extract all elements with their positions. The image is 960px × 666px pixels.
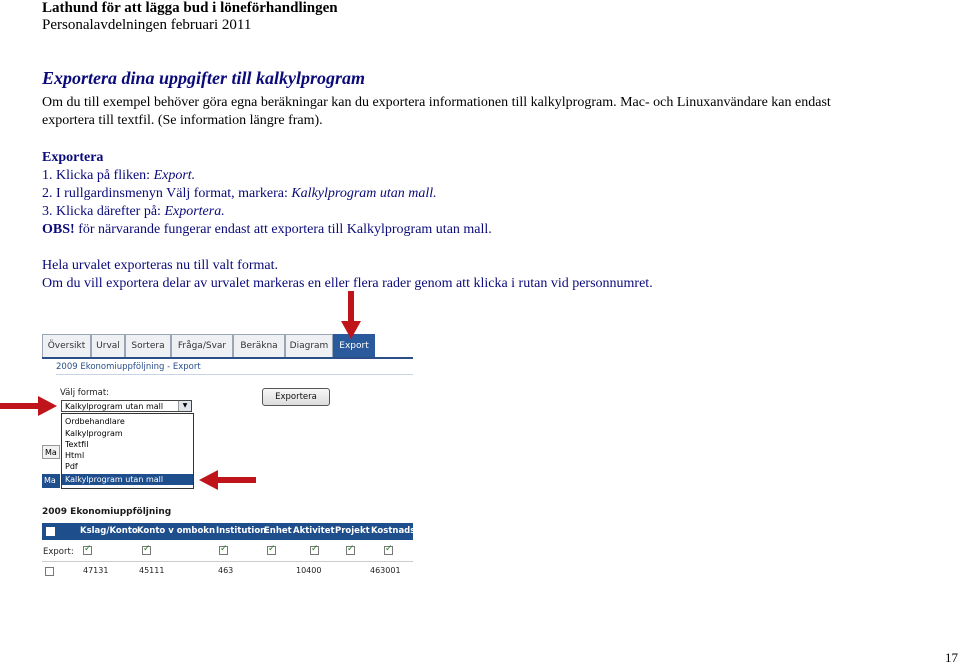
step-3	[42, 203, 225, 221]
step-1-text: 1. Klicka på fliken:	[42, 168, 154, 183]
option-ordbehandlare[interactable]: Ordbehandlare	[65, 417, 125, 426]
tab-oversikt[interactable]: Översikt	[42, 334, 91, 357]
export-button[interactable]: Exportera	[262, 388, 330, 406]
format-select[interactable]	[61, 400, 192, 412]
cell-value: 10400	[296, 566, 322, 575]
option-kalkylprogram[interactable]: Kalkylprogram	[65, 429, 123, 438]
section-title: Exportera dina uppgifter till kalkylprogram	[42, 68, 366, 88]
intro-line-1: Om du till exempel behöver göra egna beräkningar kan du exportera informationen till kalkylprogram. Mac- och Linuxanvändare kan endast	[42, 95, 831, 110]
arrow-right-icon	[0, 396, 58, 416]
tab-urval[interactable]: Urval	[91, 334, 125, 357]
document-title: Lathund för att lägga bud i löneförhandlingen	[42, 0, 338, 16]
tab-sortera[interactable]: Sortera	[125, 334, 171, 357]
tab-export[interactable]: Export	[333, 334, 375, 357]
format-select-value: Kalkylprogram utan mall	[65, 402, 164, 411]
tab-diagram[interactable]: Diagram	[285, 334, 333, 357]
tab-fraga-svar[interactable]: Fråga/Svar	[171, 334, 233, 357]
step-2-emphasis: Kalkylprogram utan mall.	[291, 186, 437, 201]
step-2-text: 2. I rullgardinsmenyn Välj format, markera:	[42, 186, 292, 201]
column-projekt[interactable]: Projekt	[335, 526, 370, 536]
partial-label: Ma	[42, 445, 60, 459]
export-checkbox-3[interactable]	[219, 546, 228, 555]
intro-line-2: exportera till textfil. (Se information längre fram).	[42, 113, 323, 128]
format-label: Välj format:	[60, 388, 110, 398]
column-kostnads[interactable]: Kostnads	[371, 526, 416, 536]
step-1	[42, 167, 195, 185]
export-checkbox-4[interactable]	[267, 546, 276, 555]
note-line-2: Om du vill exportera delar av urvalet markeras en eller flera rader genom att klicka i rutan vid personnumret.	[42, 276, 653, 291]
format-dropdown	[61, 413, 194, 489]
step-3-emphasis: Exportera.	[164, 204, 225, 219]
embedded-screenshot	[42, 331, 416, 580]
cell-value: 45111	[139, 566, 165, 575]
column-kslag-konto[interactable]: Kslag/Konto	[80, 526, 138, 536]
step-2	[42, 185, 437, 203]
export-checkbox-5[interactable]	[310, 546, 319, 555]
export-checkbox-1[interactable]	[83, 546, 92, 555]
column-enhet[interactable]: Enhet	[264, 526, 292, 536]
export-checkbox-2[interactable]	[142, 546, 151, 555]
report-title: 2009 Ekonomiuppföljning	[42, 507, 172, 517]
tab-berakna[interactable]: Beräkna	[233, 334, 285, 357]
select-all-checkbox[interactable]	[46, 527, 55, 536]
steps-heading: Exportera	[42, 150, 104, 165]
document-subtitle: Personalavdelningen februari 2011	[42, 17, 252, 33]
cell-value: 463001	[370, 566, 401, 575]
column-konto-v-ombokn[interactable]: Konto v ombokn	[137, 526, 216, 536]
export-checkbox-7[interactable]	[384, 546, 393, 555]
column-aktivitet[interactable]: Aktivitet	[293, 526, 335, 536]
cell-value: 47131	[83, 566, 109, 575]
obs-label: OBS!	[42, 222, 75, 237]
chevron-down-icon[interactable]: ▼	[178, 401, 191, 411]
step-3-text: 3. Klicka därefter på:	[42, 204, 165, 219]
note-line-1: Hela urvalet exporteras nu till valt format.	[42, 258, 278, 273]
obs-note	[42, 221, 492, 239]
option-textfil[interactable]: Textfil	[65, 440, 89, 449]
row-divider	[42, 561, 413, 562]
page-number: 17	[945, 650, 958, 665]
arrow-left-icon	[198, 470, 256, 490]
breadcrumb: 2009 Ekonomiuppföljning - Export	[56, 362, 201, 372]
arrow-down-icon	[340, 291, 362, 341]
partial-label-selected: Ma	[42, 474, 60, 488]
cell-value: 463	[218, 566, 234, 575]
row-select-checkbox[interactable]	[45, 567, 54, 576]
grid-header	[42, 523, 416, 540]
option-kalkylprogram-utan-mall[interactable]: Kalkylprogram utan mall	[62, 474, 193, 485]
export-row-label: Export:	[43, 547, 74, 557]
step-1-emphasis: Export.	[153, 168, 196, 183]
export-checkbox-6[interactable]	[346, 546, 355, 555]
option-html[interactable]: Html	[65, 451, 85, 460]
obs-text: för närvarande fungerar endast att exportera till Kalkylprogram utan mall.	[74, 222, 492, 237]
divider	[56, 374, 413, 375]
option-pdf[interactable]: Pdf	[65, 462, 78, 471]
column-institution[interactable]: Institution	[216, 526, 267, 536]
